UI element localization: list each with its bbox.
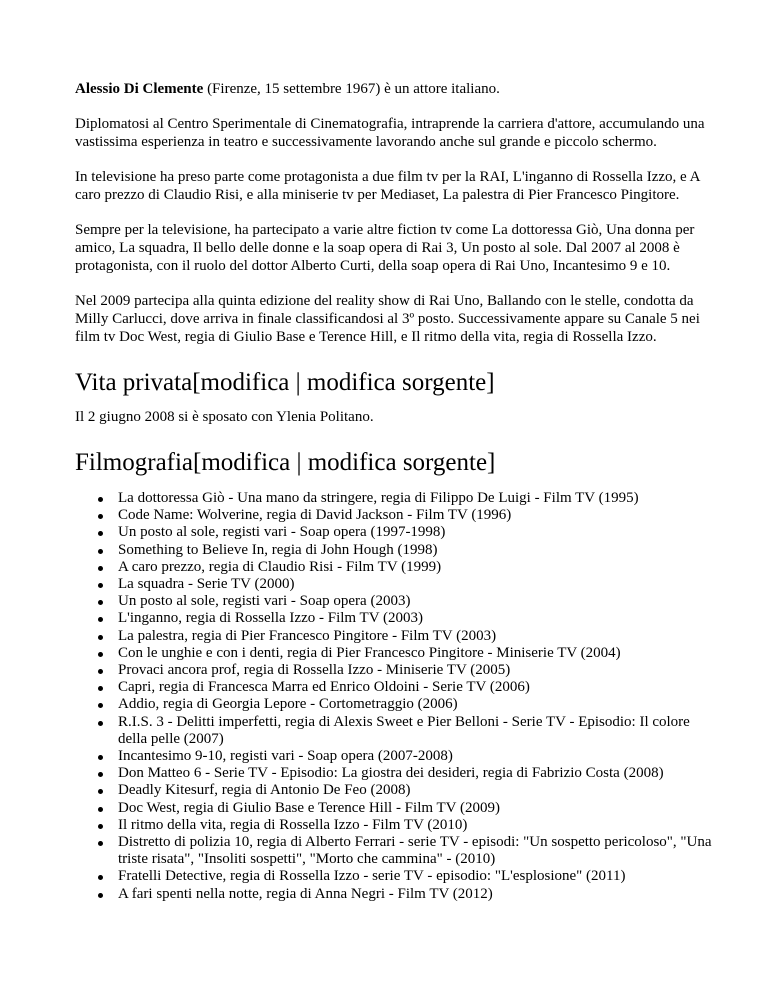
list-item-text: R.I.S. 3 - Delitti imperfetti, regia di Alexis Sweet e Pier Belloni - Serie TV - Episodio: Il colore della pelle (2007): [118, 713, 690, 747]
bullet-icon: [98, 566, 103, 571]
list-item: [75, 679, 715, 696]
list-item: [75, 748, 715, 765]
list-item: [75, 645, 715, 662]
list-item: [75, 834, 715, 868]
list-item-text: Provaci ancora prof, regia di Rossella Izzo - Miniserie TV (2005): [118, 662, 511, 679]
list-item: [75, 662, 715, 679]
heading-vita-privata: Vita privata[modifica | modifica sorgente]: [75, 369, 495, 396]
bullet-icon: [98, 841, 103, 846]
list-item-text: Code Name: Wolverine, regia di David Jackson - Film TV (1996): [118, 507, 512, 524]
list-item: [75, 490, 715, 507]
list-item: [75, 593, 715, 610]
bullet-icon: [98, 549, 103, 554]
bullet-icon: [98, 583, 103, 588]
list-item-text: Doc West, regia di Giulio Base e Terence Hill - Film TV (2009): [118, 799, 500, 816]
list-item: [75, 524, 715, 541]
list-item-text: Un posto al sole, registi vari - Soap opera (2003): [118, 593, 411, 610]
list-item: [75, 559, 715, 576]
heading-filmografia: Filmografia[modifica | modifica sorgente]: [75, 449, 496, 476]
paragraph-training: Diplomatosi al Centro Sperimentale di Cinematografia, intraprende la carriera d'attore, accumulando una vastissima esperienza in teatro e successivamente lavorando anche sul grande e piccolo schermo.: [75, 116, 705, 150]
list-item-text: La palestra, regia di Pier Francesco Pingitore - Film TV (2003): [118, 627, 497, 644]
list-item-text: Un posto al sole, registi vari - Soap opera (1997-1998): [118, 524, 446, 541]
list-item: [75, 610, 715, 627]
filmography-list: [75, 490, 715, 903]
list-item-text: Fratelli Detective, regia di Rossella Izzo - serie TV - episodio: "L'esplosione" (2011): [118, 868, 626, 885]
bullet-icon: [98, 893, 103, 898]
paragraph-vita-privata: Il 2 giugno 2008 si è sposato con Ylenia Politano.: [75, 409, 374, 425]
bullet-icon: [98, 807, 103, 812]
bullet-icon: [98, 875, 103, 880]
list-item-text: Addio, regia di Georgia Lepore - Cortometraggio (2006): [118, 696, 458, 713]
list-item-text: Con le unghie e con i denti, regia di Pier Francesco Pingitore - Miniserie TV (2004): [118, 644, 621, 661]
list-item: [75, 782, 715, 799]
bullet-icon: [98, 600, 103, 605]
bullet-icon: [98, 686, 103, 691]
list-item-text: Deadly Kitesurf, regia di Antonio De Feo (2008): [118, 782, 411, 799]
bullet-icon: [98, 669, 103, 674]
list-item: [75, 696, 715, 713]
list-item-text: Distretto di polizia 10, regia di Alberto Ferrari - serie TV - episodi: "Un sospetto pericoloso", "Una triste risata", "Insoliti sospetti", "Morto che cammina" - (2010): [118, 834, 712, 868]
list-item: [75, 817, 715, 834]
bullet-icon: [98, 635, 103, 640]
list-item: [75, 765, 715, 782]
paragraph-television: In televisione ha preso parte come protagonista a due film tv per la RAI, L'inganno di Rossella Izzo, e A caro prezzo di Claudio Risi, e alla miniserie tv per Mediaset, La palestra di Pier Francesco Pingitore.: [75, 169, 700, 203]
document-page: [75, 80, 715, 903]
intro-paragraph: [75, 80, 715, 98]
list-item: [75, 542, 715, 559]
bullet-icon: [98, 703, 103, 708]
list-item-text: A caro prezzo, regia di Claudio Risi - Film TV (1999): [118, 558, 442, 575]
list-item-text: Something to Believe In, regia di John Hough (1998): [118, 541, 438, 558]
bullet-icon: [98, 652, 103, 657]
bullet-icon: [98, 755, 103, 760]
bullet-icon: [98, 617, 103, 622]
paragraph-reality-show: Nel 2009 partecipa alla quinta edizione del reality show di Rai Uno, Ballando con le stelle, condotta da Milly Carlucci, dove arriva in finale classificandosi al 3º posto. Successivamente appare su Canale 5 nei film tv Doc West, regia di Giulio Base e Terence Hill, e Il ritmo della vita, regia di Rossella Izzo.: [75, 293, 700, 345]
list-item-text: Don Matteo 6 - Serie TV - Episodio: La giostra dei desideri, regia di Fabrizio Costa (2008): [118, 765, 664, 782]
list-item: [75, 800, 715, 817]
list-item-text: A fari spenti nella notte, regia di Anna Negri - Film TV (2012): [118, 885, 493, 902]
list-item-text: La squadra - Serie TV (2000): [118, 576, 295, 593]
bullet-icon: [98, 721, 103, 726]
list-item-text: La dottoressa Giò - Una mano da stringere, regia di Filippo De Luigi - Film TV (1995): [118, 490, 639, 506]
list-item: [75, 868, 715, 885]
list-item-text: Il ritmo della vita, regia di Rossella Izzo - Film TV (2010): [118, 816, 468, 833]
intro-rest: (Firenze, 15 settembre 1967) è un attore italiano.: [203, 81, 500, 97]
bullet-icon: [98, 824, 103, 829]
list-item-text: L'inganno, regia di Rossella Izzo - Film TV (2003): [118, 610, 424, 627]
bullet-icon: [98, 531, 103, 536]
list-item-text: Incantesimo 9-10, registi vari - Soap opera (2007-2008): [118, 748, 453, 765]
list-item: [75, 507, 715, 524]
list-item: [75, 576, 715, 593]
paragraph-fiction: Sempre per la televisione, ha partecipato a varie altre fiction tv come La dottoressa Giò, Una donna per amico, La squadra, Il bello delle donne e la soap opera di Rai 3, Un posto al sole. Dal 2007 al 2008 è protagonista, con il ruolo del dottor Alberto Curti, della soap opera di Rai Uno, Incantesimo 9 e 10.: [75, 222, 695, 274]
bullet-icon: [98, 789, 103, 794]
bullet-icon: [98, 497, 103, 502]
bullet-icon: [98, 514, 103, 519]
list-item: [75, 628, 715, 645]
subject-name: Alessio Di Clemente: [75, 81, 204, 97]
bullet-icon: [98, 772, 103, 777]
list-item: [75, 714, 715, 748]
list-item: [75, 886, 715, 903]
list-item-text: Capri, regia di Francesca Marra ed Enrico Oldoini - Serie TV (2006): [118, 679, 530, 696]
